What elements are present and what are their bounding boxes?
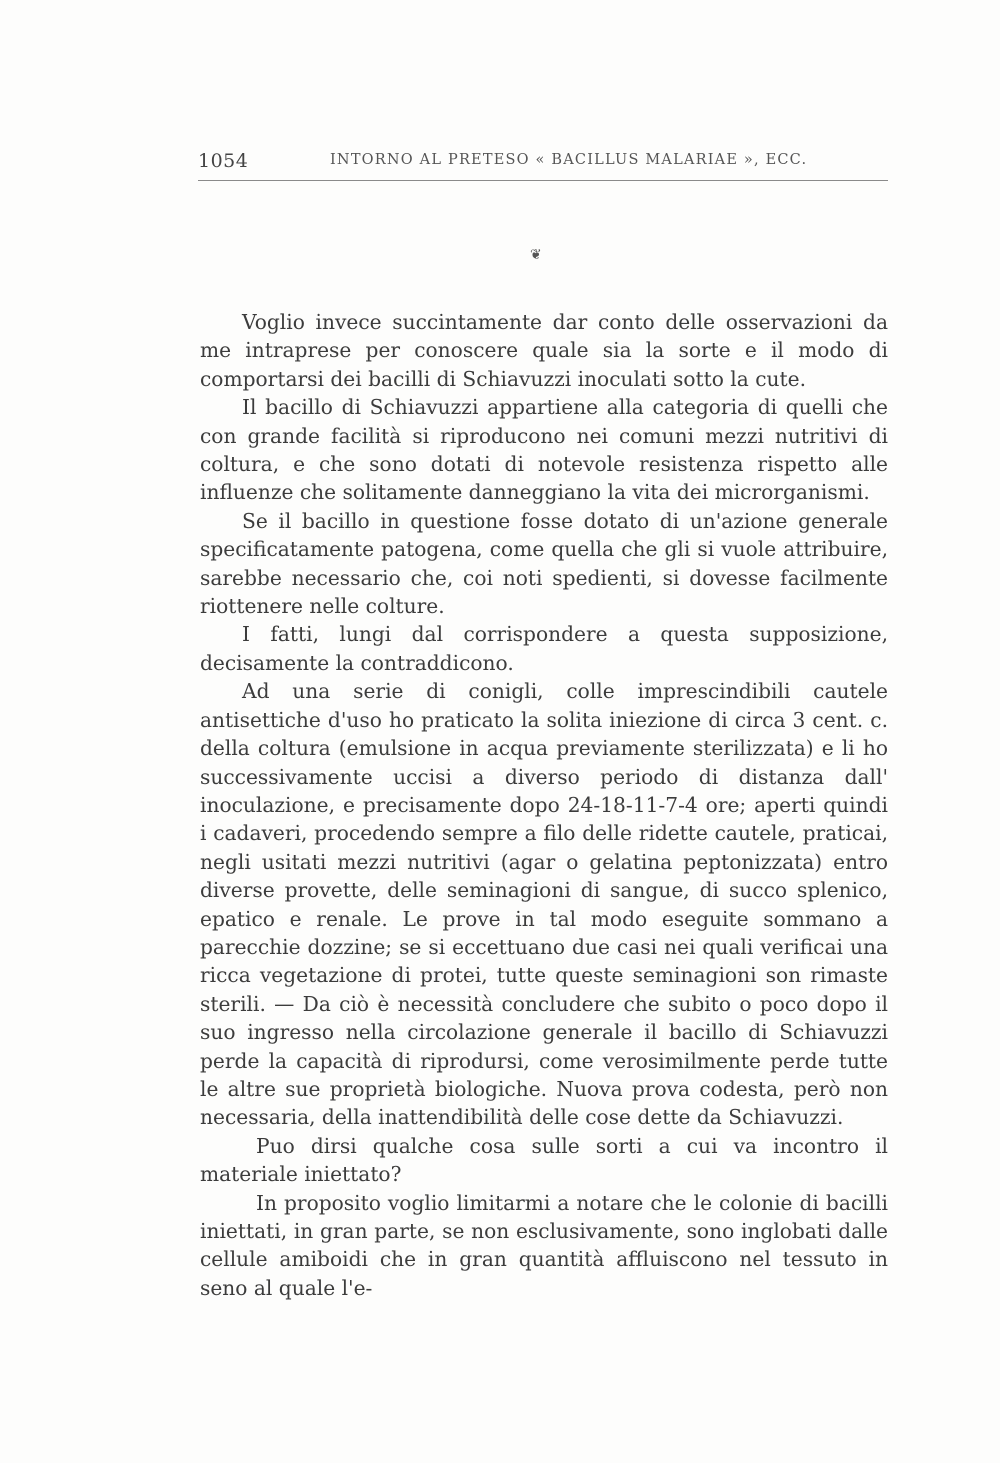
running-head [198,150,888,180]
paragraph-3: Se il bacillo in questione fosse dotato di un'azione generale specificatamente patogena, come quella che gli si vuole attribuire, sarebbe necessario che, coi noti spedienti, si dovesse facilmente riottenere nelle colture. [200,508,888,619]
paragraph-7: In proposito voglio limitarmi a notare che le colonie di bacilli iniettati, in gran parte, se non esclusivamente, sono inglobati dalle cellule amiboidi che in gran quantità affluiscono nel tessuto in seno al quale l'e- [200,1190,888,1300]
paragraph-1: Voglio invece succintamente dar conto delle osservazioni da me intraprese per conoscere quale sia la sorte e il modo di comportarsi dei bacilli di Schiavuzzi inoculati sotto la cute. [200,310,888,391]
body-text [200,308,888,1302]
header-rule [198,180,888,181]
page-number: 1054 [198,150,249,172]
paragraph-5: Ad una serie di conigli, colle imprescindibili cautele antisettiche d'uso ho praticato la solita iniezione di circa 3 cent. c. della coltura (emulsione in acqua previamente sterilizzata) e li ho successivamente uccisi a diverso periodo di distanza dall' inoculazione, e precisamente dopo 24-18-11-7-4 ore; aperti quindi i cadaveri, procedendo sempre a filo delle ridette cautele, praticai, negli usitati mezzi nutritivi (agar o gelatina peptonizzata) entro diverse provette, delle seminagioni di sangue, di succo splenico, epatico e renale. Le prove in tal modo eseguite sommano a parecchie dozzine; se si eccettuano due casi nei quali verificai una ricca vegetazione di protei, tutte queste seminagioni son rimaste sterili. — Da ciò è necessità concludere che subito o poco dopo il suo ingresso nella circolazione generale il bacillo di Schiavuzzi perde la capacità di riprodursi, come verosimilmente perde tutte le altre sue proprietà biologiche. Nuova prova codesta, però non necessaria, della inattendibilità delle cose dette da Schiavuzzi. [200,679,888,1130]
running-title: INTORNO AL PRETESO « BACILLUS MALARIAE », ECC. [330,152,808,168]
paragraph-4: I fatti, lungi dal corrispondere a questa supposizione, decisamente la contraddicono. [200,622,888,675]
paragraph-2: Il bacillo di Schiavuzzi appartiene alla categoria di quelli che con grande facilità si riproducono nei comuni mezzi nutritivi di coltura, e che sono dotati di notevole resistenza rispetto alle influenze che solitamente danneggiano la vita dei microrganismi. [200,395,888,505]
paragraph-6: Puo dirsi qualche cosa sulle sorti a cui va incontro il materiale iniettato? [200,1133,888,1187]
section-ornament-icon: ❦ [530,247,542,263]
